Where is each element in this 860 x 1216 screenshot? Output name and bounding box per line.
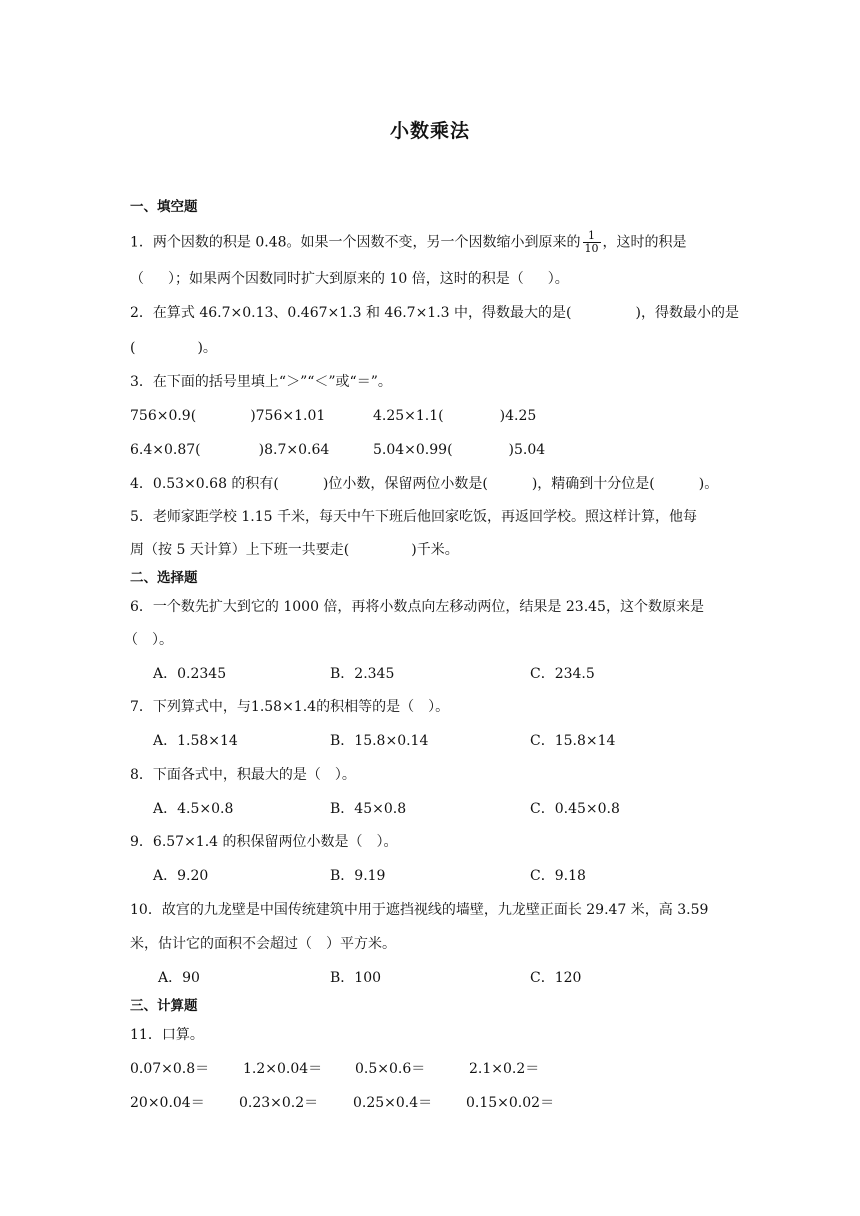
question-10-line-1: 10．故宫的九龙壁是中国传统建筑中用于遮挡视线的墙壁，九龙壁正面长 29.47 米，高 3.59 — [130, 902, 709, 918]
question-10-option-b[interactable]: B．100 — [330, 970, 382, 986]
compare-row-1b — [373, 406, 536, 426]
question-4 — [130, 474, 718, 494]
mental-math-item: 2.1×0.2＝ — [469, 1061, 540, 1077]
question-7-option-c[interactable]: C．15.8×14 — [530, 733, 616, 749]
question-8-option-c[interactable]: C．0.45×0.8 — [530, 801, 620, 817]
bracket-open: （ — [130, 271, 144, 287]
question-1-line-2 — [130, 269, 569, 289]
question-5-text: 周（按 5 天计算）上下班一共要走( — [130, 542, 350, 558]
question-6-option-c[interactable]: C．234.5 — [530, 666, 595, 682]
question-9-option-b[interactable]: B．9.19 — [330, 868, 386, 884]
question-8-option-a[interactable]: A．4.5×0.8 — [153, 801, 234, 817]
question-5-text-2: )千米。 — [411, 542, 459, 558]
mental-math-item: 0.23×0.2＝ — [239, 1095, 319, 1111]
question-7-stem: 7．下列算式中，与1.58×1.4的积相等的是（ ）。 — [130, 699, 450, 715]
question-3-stem: 3．在下面的括号里填上“＞”“＜”或“＝”。 — [130, 374, 392, 390]
compare-right: )5.04 — [508, 442, 546, 458]
mental-math-item: 1.2×0.04＝ — [243, 1061, 323, 1077]
bracket-close: )。 — [197, 340, 217, 356]
bracket-open: ( — [130, 340, 136, 356]
question-9-option-c[interactable]: C．9.18 — [530, 868, 586, 884]
compare-left: 6.4×0.87( — [130, 442, 201, 458]
question-2-text-2: )，得数最小的是 — [635, 305, 739, 321]
compare-row-2a — [130, 440, 329, 460]
question-6-line-2: （ ）。 — [124, 632, 173, 648]
question-7-option-a[interactable]: A．1.58×14 — [153, 733, 238, 749]
question-6-option-b[interactable]: B．2.345 — [330, 666, 395, 682]
page-title: 小数乘法 — [389, 120, 470, 142]
question-9-stem: 9．6.57×1.4 的积保留两位小数是（ ）。 — [130, 834, 398, 850]
question-5-line-1: 5．老师家距学校 1.15 千米，每天中午下班后他回家吃饭，再返回学校。照这样计算，他每 — [130, 509, 697, 525]
fraction-numerator: 1 — [583, 230, 601, 243]
question-2-line-2 — [130, 338, 217, 358]
question-4-text-3: )，精确到十分位是( — [531, 476, 655, 492]
question-7-option-b[interactable]: B．15.8×0.14 — [330, 733, 429, 749]
compare-left: 5.04×0.99( — [373, 442, 453, 458]
mental-math-item: 0.07×0.8＝ — [130, 1061, 210, 1077]
compare-row-1a — [130, 406, 325, 426]
question-10-line-2: 米，估计它的面积不会超过（ ）平方米。 — [130, 936, 396, 952]
compare-left: 756×0.9( — [130, 408, 197, 424]
question-6-line-1: 6．一个数先扩大到它的 1000 倍，再将小数点向左移动两位，结果是 23.45，这个数原来是 — [130, 599, 704, 615]
question-1-text: 1．两个因数的积是 0.48。如果一个因数不变，另一个因数缩小到原来的 — [130, 234, 581, 251]
question-5-line-2 — [130, 540, 459, 560]
question-1-text-cont: ，这时的积是 — [602, 234, 687, 251]
question-6-option-a[interactable]: A．0.2345 — [153, 666, 227, 682]
question-8-stem: 8．下面各式中，积最大的是（ ）。 — [130, 767, 356, 783]
question-1-text-2: ）；如果两个因数同时扩大到原来的 10 倍，这时的积是（ — [168, 271, 524, 287]
mental-math-item: 0.25×0.4＝ — [353, 1095, 433, 1111]
question-10-option-a[interactable]: A．90 — [158, 970, 200, 986]
section-heading-multiple-choice: 二、选择题 — [130, 570, 198, 586]
section-heading-calculation: 三、计算题 — [130, 998, 198, 1014]
fraction-one-tenth — [583, 230, 601, 255]
question-2-text: 2．在算式 46.7×0.13、0.467×1.3 和 46.7×1.3 中，得数最大的是( — [130, 305, 572, 321]
question-2-line-1 — [130, 303, 739, 323]
compare-right: )756×1.01 — [250, 408, 326, 424]
section-heading-fill-blank: 一、填空题 — [130, 199, 198, 215]
fraction-denominator: 10 — [584, 242, 599, 255]
compare-right: )4.25 — [499, 408, 537, 424]
question-1-line-1 — [130, 230, 687, 255]
question-4-text-2: )位小数，保留两位小数是( — [322, 476, 488, 492]
mental-math-item: 20×0.04＝ — [130, 1095, 205, 1111]
question-10-option-c[interactable]: C．120 — [530, 970, 582, 986]
bracket-close: ）。 — [547, 271, 569, 287]
question-4-text-4: )。 — [698, 476, 719, 492]
question-8-option-b[interactable]: B．45×0.8 — [330, 801, 407, 817]
compare-row-2b — [373, 440, 545, 460]
mental-math-item: 0.15×0.02＝ — [466, 1095, 555, 1111]
question-4-text: 4．0.53×0.68 的积有( — [130, 476, 279, 492]
compare-right: )8.7×0.64 — [258, 442, 330, 458]
question-9-option-a[interactable]: A．9.20 — [153, 868, 209, 884]
mental-math-item: 0.5×0.6＝ — [355, 1061, 426, 1077]
compare-left: 4.25×1.1( — [373, 408, 444, 424]
question-11-stem: 11．口算。 — [130, 1027, 204, 1043]
